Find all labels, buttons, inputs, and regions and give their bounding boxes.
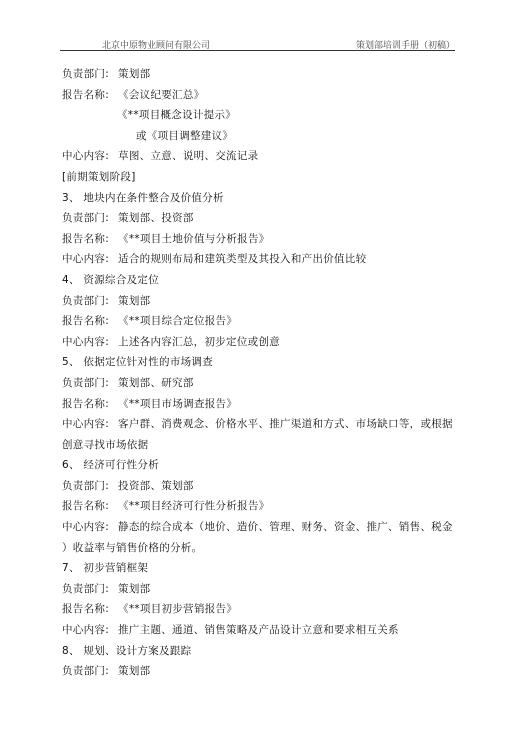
- document-line: [62, 64, 462, 85]
- field-label: 负责部门:: [62, 582, 110, 595]
- header-manual-title: 策划部培训手册（初稿）: [355, 41, 455, 51]
- field-label: 中心内容:: [62, 150, 110, 163]
- field-value: 《**项目经济可行性分析报告》: [118, 500, 270, 513]
- field-value: 策划部: [118, 68, 151, 80]
- document-line: [62, 229, 462, 250]
- document-line: [62, 641, 462, 662]
- field-label: 负责部门:: [62, 212, 110, 225]
- line-text: 4、 资源综合及定位: [62, 273, 160, 286]
- field-value: 草图、立意、说明、交流记录: [118, 150, 259, 163]
- line-text: [前期策划阶段]: [62, 170, 136, 183]
- document-line: [62, 208, 462, 229]
- field-label: 负责部门:: [62, 68, 110, 80]
- field-value: 策划部: [118, 582, 151, 595]
- field-label: 中心内容:: [62, 335, 110, 348]
- document-line: [62, 126, 462, 147]
- field-label: 负责部门:: [62, 294, 110, 307]
- line-text: 8、 规划、设计方案及跟踪: [62, 644, 192, 657]
- field-value: 或《项目调整建议》: [136, 129, 234, 142]
- field-value: 推广主题、通道、销售策略及产品设计立意和要求相互关系: [118, 624, 399, 637]
- field-value: 客户群、消费观念、价格水平、推广渠道和方式、市场缺口等，或根据: [118, 418, 453, 431]
- document-line: [62, 394, 462, 415]
- field-value: 策划部、研究部: [118, 376, 194, 389]
- document-line: [62, 188, 462, 209]
- field-label: 报告名称:: [62, 88, 110, 101]
- document-line: [62, 311, 462, 332]
- document-line: [62, 599, 462, 620]
- document-line: [62, 496, 462, 517]
- field-label: 报告名称:: [62, 232, 110, 245]
- line-text: 5、 依据定位针对性的市场调查: [62, 356, 214, 369]
- line-text: 7、 初步营销框架: [62, 562, 149, 575]
- document-line: [62, 291, 462, 312]
- field-value: 策划部、投资部: [118, 212, 194, 225]
- document-line: [62, 558, 462, 579]
- document-line: [62, 455, 462, 476]
- line-text: 6、 经济可行性分析: [62, 459, 160, 472]
- document-line: [62, 249, 462, 270]
- document-line: [62, 167, 462, 188]
- field-label: 报告名称:: [62, 397, 110, 410]
- field-value: 策划部: [118, 294, 151, 307]
- field-value: 《**项目市场调查报告》: [118, 397, 238, 410]
- header-company: 北京中原物业顾问有限公司: [102, 41, 211, 51]
- field-value: 上述各内容汇总，初步定位或创意: [118, 335, 281, 348]
- document-line: [62, 414, 462, 435]
- field-label: 报告名称:: [62, 315, 110, 328]
- field-label: 中心内容:: [62, 624, 110, 637]
- field-label: 中心内容:: [62, 521, 110, 534]
- line-text: 创意寻找市场依据: [62, 438, 149, 451]
- field-label: 负责部门:: [62, 665, 110, 678]
- document-line: [62, 579, 462, 600]
- field-value: 投资部、策划部: [118, 479, 194, 492]
- document-line: [62, 270, 462, 291]
- document-line: [62, 373, 462, 394]
- header-divider: [60, 50, 455, 51]
- document-line: [62, 435, 462, 456]
- document-line: [62, 352, 462, 373]
- field-value: 《会议纪要汇总》: [118, 88, 205, 101]
- document-line: [62, 332, 462, 353]
- line-text: ）收益率与销售价格的分析。: [62, 541, 203, 554]
- field-value: 《**项目概念设计提示》: [117, 109, 237, 122]
- document-line: [62, 661, 462, 682]
- field-value: 《**项目初步营销报告》: [118, 603, 238, 616]
- field-label: 中心内容:: [62, 418, 110, 431]
- field-label: 负责部门:: [62, 376, 110, 389]
- document-line: [62, 105, 462, 126]
- field-value: 《**项目土地价值与分析报告》: [118, 232, 270, 245]
- field-label: 负责部门:: [62, 479, 110, 492]
- document-body: [62, 64, 462, 682]
- field-value: 策划部: [118, 665, 151, 678]
- field-label: 报告名称:: [62, 500, 110, 513]
- document-line: [62, 146, 462, 167]
- line-text: 3、 地块内在条件整合及价值分析: [62, 191, 224, 204]
- document-line: [62, 538, 462, 559]
- document-line: [62, 620, 462, 641]
- field-value: 适合的规则布局和建筑类型及其投入和产出价值比较: [118, 253, 367, 266]
- field-label: 报告名称:: [62, 603, 110, 616]
- field-label: 中心内容:: [62, 253, 110, 266]
- document-line: [62, 85, 462, 106]
- document-line: [62, 476, 462, 497]
- field-value: 静态的综合成本（地价、造价、管理、财务、资金、推广、销售、税金: [118, 521, 453, 534]
- document-line: [62, 517, 462, 538]
- field-value: 《**项目综合定位报告》: [118, 315, 238, 328]
